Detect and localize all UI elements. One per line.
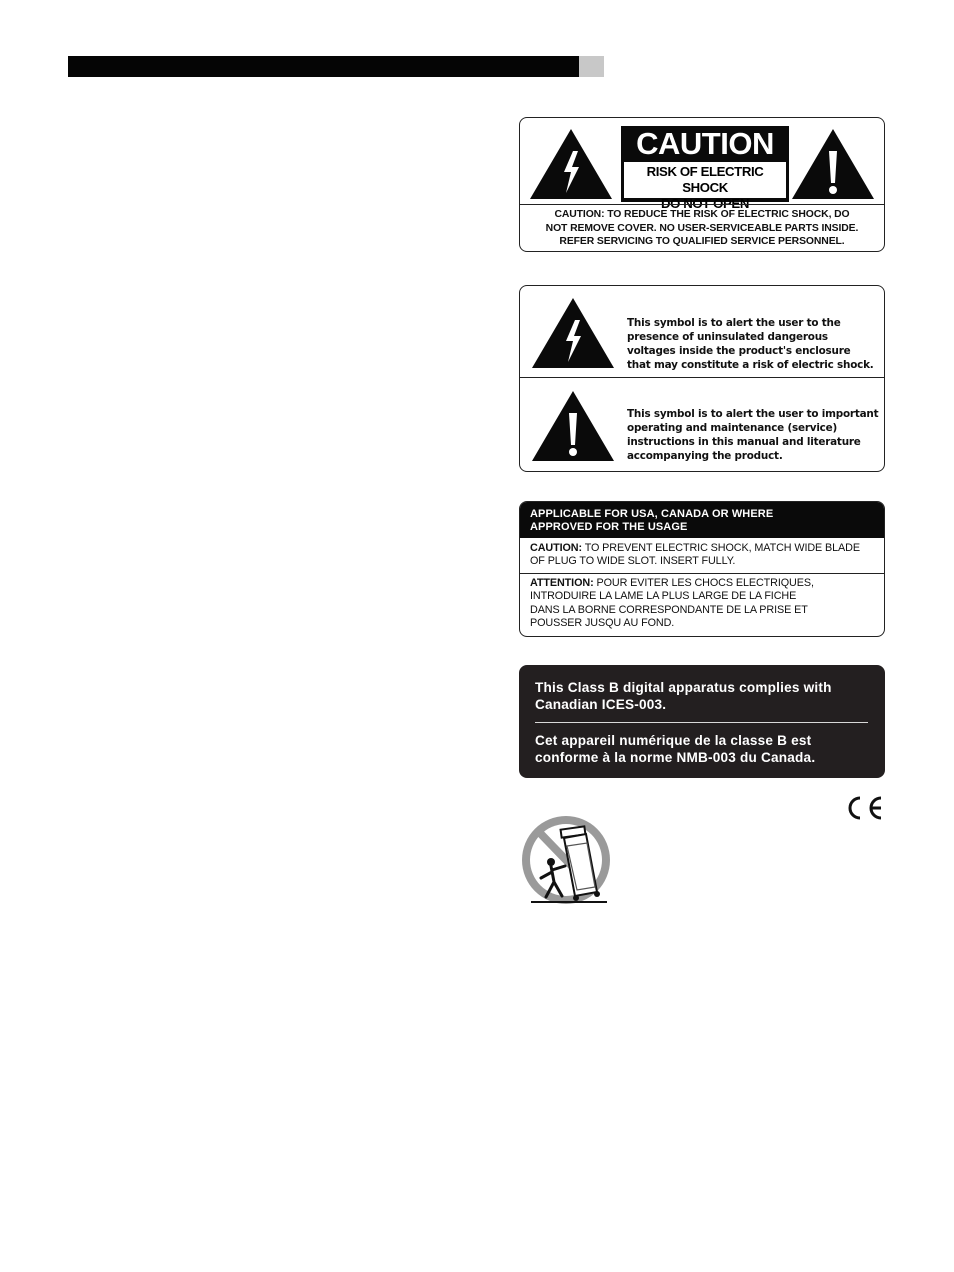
symbol-description-line: operating and maintenance (service) [627, 422, 838, 434]
caution-title: CAUTION [636, 126, 774, 161]
symbol-description-line: This symbol is to alert the user to important [627, 408, 879, 420]
caution-subtitle [624, 162, 786, 211]
plug-caution-text [530, 542, 880, 568]
divider [535, 722, 868, 723]
caution-subtitle-line: RISK OF ELECTRIC SHOCK [646, 164, 764, 195]
divider [520, 573, 884, 574]
symbol-description [627, 316, 879, 372]
canada-notice-english [535, 679, 875, 713]
plug-notice-header [520, 502, 884, 538]
caution-warning-text [526, 208, 878, 249]
caution-lead: CAUTION: [530, 542, 582, 554]
symbol-description [627, 407, 879, 463]
exclamation-warning-icon [530, 389, 616, 463]
caution-label [519, 117, 885, 252]
caution-text-line: REFER SERVICING TO QUALIFIED SERVICE PERSONNEL. [559, 236, 845, 247]
attention-line-rest: POUR EVITER LES CHOCS ELECTRIQUES, [593, 577, 814, 589]
symbol-description-line: that may constitute a risk of electric shock. [627, 359, 874, 371]
attention-lead: ATTENTION: [530, 577, 594, 589]
caution-banner [621, 126, 789, 211]
lightning-warning-icon [530, 296, 616, 370]
symbol-row-lightning [520, 286, 884, 378]
canada-notice-line: conforme à la norme NMB-003 du Canada. [535, 750, 816, 765]
exclamation-warning-icon [790, 127, 876, 201]
canada-ices-notice [519, 665, 885, 778]
divider [520, 204, 884, 205]
plug-attention-line: DANS LA BORNE CORRESPONDANTE DE LA PRISE ET [530, 603, 808, 616]
plug-attention-text [530, 577, 880, 631]
symbol-description-line: voltages inside the product's enclosure [627, 345, 851, 357]
plug-header-line: APPLICABLE FOR USA, CANADA OR WHERE [530, 508, 774, 520]
plug-notice-box [519, 501, 885, 637]
no-cart-tip-over-icon [517, 812, 617, 908]
caution-line-rest: TO PREVENT ELECTRIC SHOCK, MATCH WIDE BLADE [581, 542, 860, 554]
header-bar [68, 56, 579, 77]
symbol-row-exclamation [520, 379, 884, 471]
symbol-description-line: This symbol is to alert the user to the [627, 317, 841, 329]
plug-attention-line: POUSSER JUSQU AU FOND. [530, 617, 675, 630]
symbol-explanation-box [519, 285, 885, 472]
plug-header-line: APPROVED FOR THE USAGE [530, 521, 688, 533]
header-tab [579, 56, 604, 77]
plug-attention-line: INTRODUIRE LA LAME LA PLUS LARGE DE LA FICHE [530, 590, 797, 603]
lightning-warning-icon [528, 127, 614, 201]
symbol-description-line: accompanying the product. [627, 450, 783, 462]
plug-caution-line: OF PLUG TO WIDE SLOT. INSERT FULLY. [530, 555, 736, 567]
canada-notice-line: This Class B digital apparatus complies with [535, 680, 832, 695]
caution-text-line: CAUTION: TO REDUCE THE RISK OF ELECTRIC SHOCK, DO [554, 209, 850, 220]
caution-text-line: NOT REMOVE COVER. NO USER-SERVICEABLE PARTS INSIDE. [545, 222, 859, 234]
plug-caution-line [530, 542, 880, 555]
canada-notice-french [535, 732, 875, 766]
symbol-description-line: instructions in this manual and literature [627, 436, 861, 448]
plug-attention-line [530, 577, 880, 590]
caution-subtitle-line: DO NOT OPEN [661, 196, 749, 211]
ce-mark-icon [844, 795, 884, 821]
divider [520, 377, 884, 378]
canada-notice-line: Cet appareil numérique de la classe B est [535, 733, 812, 748]
symbol-description-line: presence of uninsulated dangerous [627, 331, 828, 343]
canada-notice-line: Canadian ICES-003. [535, 697, 667, 712]
